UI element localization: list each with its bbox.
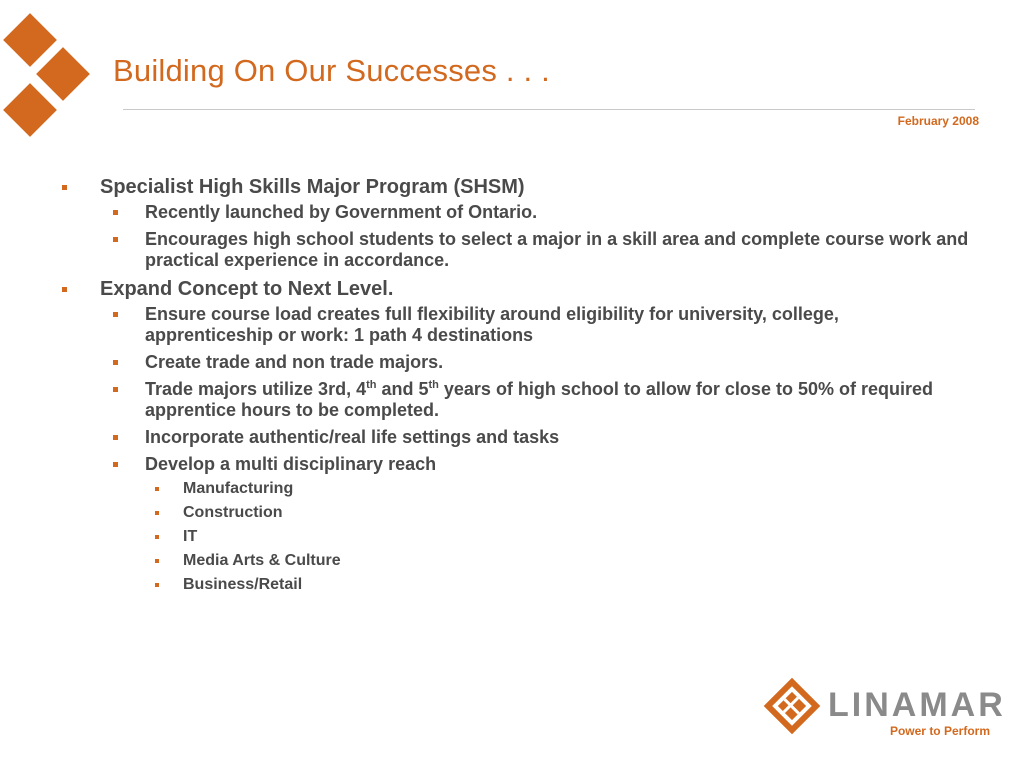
sector-item xyxy=(100,551,970,571)
sector-text: Manufacturing xyxy=(183,480,294,497)
bullet-expand-concept xyxy=(60,277,970,595)
sub-bullet-text: years of high school to allow for close to 50% of required apprentice hours to be completed. xyxy=(145,379,933,420)
sub-bullet-list xyxy=(60,304,970,595)
bullet-list xyxy=(60,175,970,595)
sub-bullet xyxy=(100,229,970,271)
sub-bullet-text: Encourages high school students to select a major in a skill area and complete course work and practical experience in accordance. xyxy=(145,229,969,270)
sub-bullet-list xyxy=(60,202,970,271)
sector-item xyxy=(100,503,970,523)
sector-text: Media Arts & Culture xyxy=(183,552,341,569)
sub-bullet-text: Recently launched by Government of Ontario. xyxy=(145,202,538,222)
bullet-text: Specialist High Skills Major Program (SHSM) xyxy=(100,176,525,198)
sub-bullet-text: Ensure course load creates full flexibility around eligibility for university, college, apprenticeship or work: 1 path 4 destinations xyxy=(145,304,839,345)
sub-bullet-text: and 5 xyxy=(376,379,429,399)
sub-bullet-text: Create trade and non trade majors. xyxy=(145,352,444,372)
superscript: th xyxy=(428,379,439,391)
sub-bullet xyxy=(100,304,970,346)
sector-item xyxy=(100,527,970,547)
sector-text: IT xyxy=(183,528,198,545)
sector-item xyxy=(100,575,970,595)
slide-title: Building On Our Successes . . . xyxy=(113,53,550,88)
sector-text: Construction xyxy=(183,504,283,521)
sub-bullet xyxy=(100,379,970,421)
sector-text: Business/Retail xyxy=(183,576,303,593)
sub-bullet-text: Trade majors utilize 3rd, 4 xyxy=(145,379,367,399)
sub-bullet xyxy=(100,352,970,373)
sector-item xyxy=(100,479,970,499)
sub-bullet xyxy=(100,202,970,223)
logo-wordmark: LINAMAR xyxy=(828,686,1006,724)
decorative-diamonds xyxy=(0,10,100,145)
bullet-shsm xyxy=(60,175,970,271)
sub-bullet xyxy=(100,427,970,448)
superscript: th xyxy=(366,379,377,391)
sub-bullet-text: Incorporate authentic/real life settings and tasks xyxy=(145,427,560,447)
title-divider xyxy=(123,109,975,110)
sub-bullet xyxy=(100,454,970,595)
logo-tagline: Power to Perform xyxy=(889,724,990,738)
slide-date: February 2008 xyxy=(897,114,979,128)
slide-body xyxy=(60,175,970,601)
sub-bullet-text: Develop a multi disciplinary reach xyxy=(145,454,437,474)
sector-list xyxy=(100,479,970,595)
bullet-text: Expand Concept to Next Level. xyxy=(100,278,394,300)
